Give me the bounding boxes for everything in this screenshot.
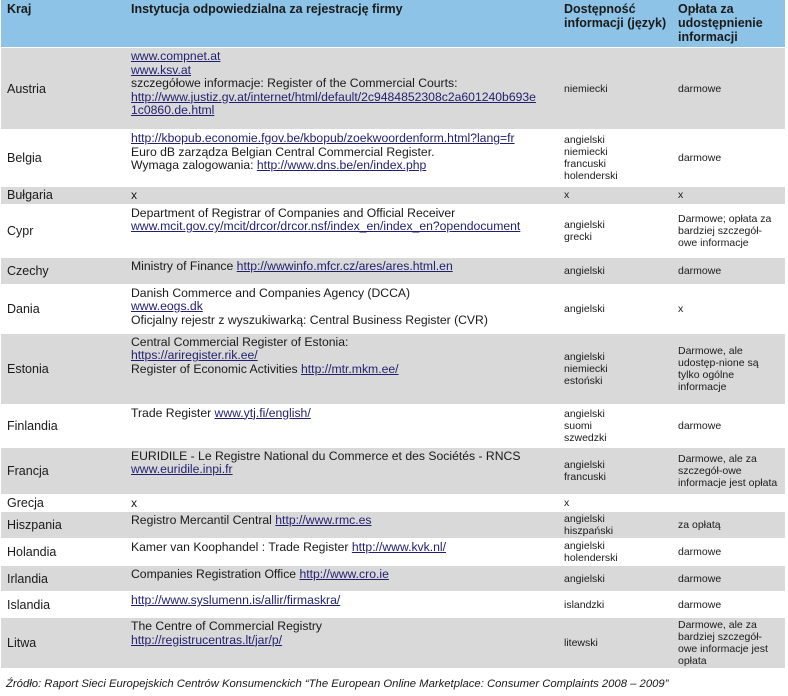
language-item: angielski	[564, 572, 605, 585]
institution-line	[131, 77, 554, 91]
institution-cell	[125, 494, 558, 512]
table-row	[1, 257, 785, 284]
institution-line	[131, 363, 554, 377]
country-cell: Cypr	[1, 204, 125, 257]
registry-link[interactable]: http://wwwinfo.mfcr.cz/ares/ares.html.en	[236, 258, 453, 273]
institution-text: x	[131, 188, 138, 202]
country-cell: Bułgaria	[1, 187, 125, 205]
language-item: francuski	[564, 158, 607, 170]
country-cell: Islandia	[1, 592, 125, 618]
language-item: angielski	[564, 407, 605, 420]
language-item: angielski	[564, 302, 605, 315]
fee-cell: x	[672, 284, 785, 333]
registry-link[interactable]: http://www.justiz.gv.at/internet/html/default/2c9484852308c2a601240b693e	[131, 89, 536, 104]
institution-line	[131, 50, 554, 64]
registry-link[interactable]: http://mtr.mkm.ee/	[301, 361, 399, 376]
languages-cell	[558, 257, 672, 284]
table-row	[1, 512, 785, 539]
table-row	[1, 494, 785, 512]
institution-text: Euro dB zarządza Belgian Central Commercial Register.	[131, 144, 435, 159]
institution-line	[131, 634, 554, 648]
institution-text: Oficjalny rejestr z wyszukiwarką: Central Business Register (CVR)	[131, 312, 488, 327]
institution-cell	[125, 333, 558, 404]
table-row	[1, 566, 785, 592]
table-header-row	[1, 0, 785, 48]
language-item: x	[564, 496, 570, 509]
language-item: niemiecki	[564, 362, 608, 375]
country-cell: Belgia	[1, 130, 125, 187]
institution-line	[131, 132, 554, 146]
languages-cell	[558, 404, 672, 447]
registry-link[interactable]: http://www.syslumenn.is/allir/firmaskra/	[131, 593, 341, 607]
table-body	[1, 48, 785, 669]
institution-line	[131, 497, 554, 511]
table-row	[1, 130, 785, 187]
header-country: Kraj	[1, 0, 125, 48]
fee-cell: darmowe	[672, 130, 785, 187]
institution-text: EURIDILE - Le Registre National du Commerce et des Sociétés - RNCS	[131, 448, 521, 463]
registry-link[interactable]: www.eogs.dk	[131, 299, 203, 313]
fee-cell	[672, 494, 785, 512]
registry-link[interactable]: https://ariregister.rik.ee/	[131, 348, 258, 362]
language-item: x	[564, 189, 570, 202]
language-item: francuski	[564, 470, 607, 483]
table-row	[1, 187, 785, 205]
institution-cell	[125, 257, 558, 284]
institution-line	[131, 287, 554, 301]
registry-table	[1, 0, 785, 668]
table-row	[1, 333, 785, 404]
language-item: angielski	[564, 458, 605, 471]
fee-cell: Darmowe; opłata za bardziej szczegół-owe informacje	[672, 204, 785, 257]
language-item: szwedzki	[564, 431, 607, 444]
country-cell: Czechy	[1, 257, 125, 284]
registry-link[interactable]: www.ksv.at	[131, 62, 192, 77]
table-row	[1, 592, 785, 618]
institution-cell	[125, 592, 558, 618]
institution-text: Danish Commerce and Companies Agency (DCCA)	[131, 285, 411, 300]
language-item: angielski	[564, 264, 605, 277]
registry-link[interactable]: http://www.rmc.es	[275, 513, 372, 527]
institution-text: Wymaga zalogowania:	[131, 158, 257, 172]
institution-text: Department of Registrar of Companies and Official Receiver	[131, 205, 456, 220]
institution-line	[131, 314, 554, 328]
institution-line	[131, 207, 554, 221]
languages-cell	[558, 130, 672, 187]
language-item: angielski	[564, 134, 605, 146]
institution-line	[131, 146, 554, 160]
registry-link[interactable]: http://registrucentras.lt/jar/p/	[131, 632, 283, 647]
languages-cell	[558, 333, 672, 404]
institution-line	[131, 104, 554, 118]
language-item: suomi	[564, 419, 593, 432]
institution-line	[131, 620, 554, 634]
language-item: angielski	[564, 540, 605, 552]
country-cell: Estonia	[1, 333, 125, 404]
header-fee: Opłata za udostępnienie informacji	[672, 0, 785, 48]
registry-link[interactable]: www.compnet.at	[131, 49, 221, 63]
institution-line	[131, 91, 554, 105]
institution-line	[131, 407, 554, 421]
country-cell: Hiszpania	[1, 512, 125, 539]
country-cell: Finlandia	[1, 404, 125, 447]
institution-cell	[125, 447, 558, 494]
fee-cell: za opłatą	[672, 512, 785, 539]
language-item: estoński	[564, 374, 603, 387]
languages-cell	[558, 48, 672, 130]
registry-link[interactable]: http://www.dns.be/en/index.php	[256, 158, 427, 172]
languages-cell	[558, 284, 672, 333]
language-item: litewski	[564, 637, 598, 649]
institution-line	[131, 541, 554, 555]
institution-text: Ministry of Finance	[131, 258, 237, 273]
country-cell: Litwa	[1, 618, 125, 669]
fee-cell: Darmowe, ale za szczegół-owe informacje jest opłata	[672, 447, 785, 494]
institution-text: Central Commercial Register of Estonia:	[131, 334, 349, 349]
fee-cell: darmowe	[672, 48, 785, 130]
registry-link[interactable]: www.euridile.inpi.fr	[131, 462, 233, 476]
table-row	[1, 618, 785, 669]
fee-cell: x	[672, 187, 785, 205]
institution-line	[131, 300, 554, 314]
languages-cell	[558, 204, 672, 257]
fee-cell: Darmowe, ale za bardziej szczegół-owe informacje jest opłata	[672, 618, 785, 669]
institution-cell	[125, 130, 558, 187]
institution-text: Kamer van Koophandel : Trade Register	[131, 540, 352, 554]
language-item: grecki	[564, 230, 593, 243]
fee-cell: Darmowe, ale udostęp-nione są tylko ogólne informacje	[672, 333, 785, 404]
language-item: holenderski	[564, 170, 618, 182]
institution-cell	[125, 48, 558, 130]
fee-cell: darmowe	[672, 257, 785, 284]
fee-cell: darmowe	[672, 592, 785, 618]
registry-link[interactable]: www.mcit.gov.cy/mcit/drcor/drcor.nsf/index_en/index_en?opendocument	[131, 219, 521, 233]
language-item: niemiecki	[564, 146, 608, 158]
source-note: Źródło: Raport Sieci Europejskich Centrów Konsumenckich “The European Online Marketplace: Consumer Complaints 2008 – 2009”	[6, 678, 669, 690]
institution-cell	[125, 539, 558, 566]
language-item: niemiecki	[564, 82, 608, 95]
languages-cell	[558, 618, 672, 669]
languages-cell	[558, 494, 672, 512]
institution-line	[131, 463, 554, 477]
institution-line	[131, 260, 554, 274]
institution-line	[131, 220, 554, 234]
fee-cell: darmowe	[672, 566, 785, 592]
institution-line	[131, 514, 554, 528]
institution-text: szczegółowe informacje: Register of the Commercial Courts:	[131, 76, 458, 90]
language-item: holenderski	[564, 552, 618, 564]
header-info-access: Dostępność informacji (język)	[558, 0, 672, 48]
country-cell: Holandia	[1, 539, 125, 566]
institution-line	[131, 336, 554, 350]
languages-cell	[558, 447, 672, 494]
institution-line	[131, 189, 554, 203]
fee-cell: darmowe	[672, 404, 785, 447]
institution-text: Register of Economic Activities	[131, 361, 302, 376]
institution-cell	[125, 618, 558, 669]
institution-text: x	[131, 495, 138, 510]
institution-cell	[125, 404, 558, 447]
language-item: angielski	[564, 513, 605, 525]
table-row	[1, 539, 785, 566]
institution-line	[131, 594, 554, 608]
institution-cell	[125, 284, 558, 333]
header-institution: Instytucja odpowiedzialna za rejestrację firmy	[125, 0, 558, 48]
languages-cell	[558, 512, 672, 539]
languages-cell	[558, 592, 672, 618]
table-row	[1, 447, 785, 494]
table-row	[1, 48, 785, 130]
institution-line	[131, 450, 554, 464]
languages-cell	[558, 566, 672, 592]
language-item: islandzki	[564, 598, 605, 611]
institution-text: Companies Registration Office	[131, 567, 300, 581]
institution-line	[131, 64, 554, 78]
country-cell: Dania	[1, 284, 125, 333]
language-item: angielski	[564, 350, 605, 363]
languages-cell	[558, 187, 672, 205]
institution-line	[131, 159, 554, 173]
country-cell: Irlandia	[1, 566, 125, 592]
table-row	[1, 404, 785, 447]
country-cell: Francja	[1, 447, 125, 494]
table-row	[1, 204, 785, 257]
language-item: hiszpański	[564, 525, 614, 537]
institution-text: Registro Mercantil Central	[131, 513, 276, 527]
registry-link[interactable]: http://www.kvk.nl/	[351, 540, 447, 554]
institution-cell	[125, 204, 558, 257]
languages-cell	[558, 539, 672, 566]
institution-line	[131, 568, 554, 582]
institution-cell	[125, 187, 558, 205]
institution-text: The Centre of Commercial Registry	[131, 619, 322, 633]
registry-link[interactable]: 1c0860.de.html	[131, 103, 215, 117]
institution-line	[131, 349, 554, 363]
country-cell: Austria	[1, 48, 125, 130]
country-cell: Grecja	[1, 494, 125, 512]
registry-link[interactable]: http://www.cro.ie	[299, 567, 389, 581]
registry-link[interactable]: http://kbopub.economie.fgov.be/kbopub/zoekwoordenform.html?lang=fr	[131, 131, 515, 145]
institution-cell	[125, 512, 558, 539]
registry-link[interactable]: www.ytj.fi/english/	[214, 405, 311, 420]
institution-cell	[125, 566, 558, 592]
fee-cell: darmowe	[672, 539, 785, 566]
institution-text: Trade Register	[131, 405, 215, 420]
language-item: angielski	[564, 218, 605, 231]
table-row	[1, 284, 785, 333]
